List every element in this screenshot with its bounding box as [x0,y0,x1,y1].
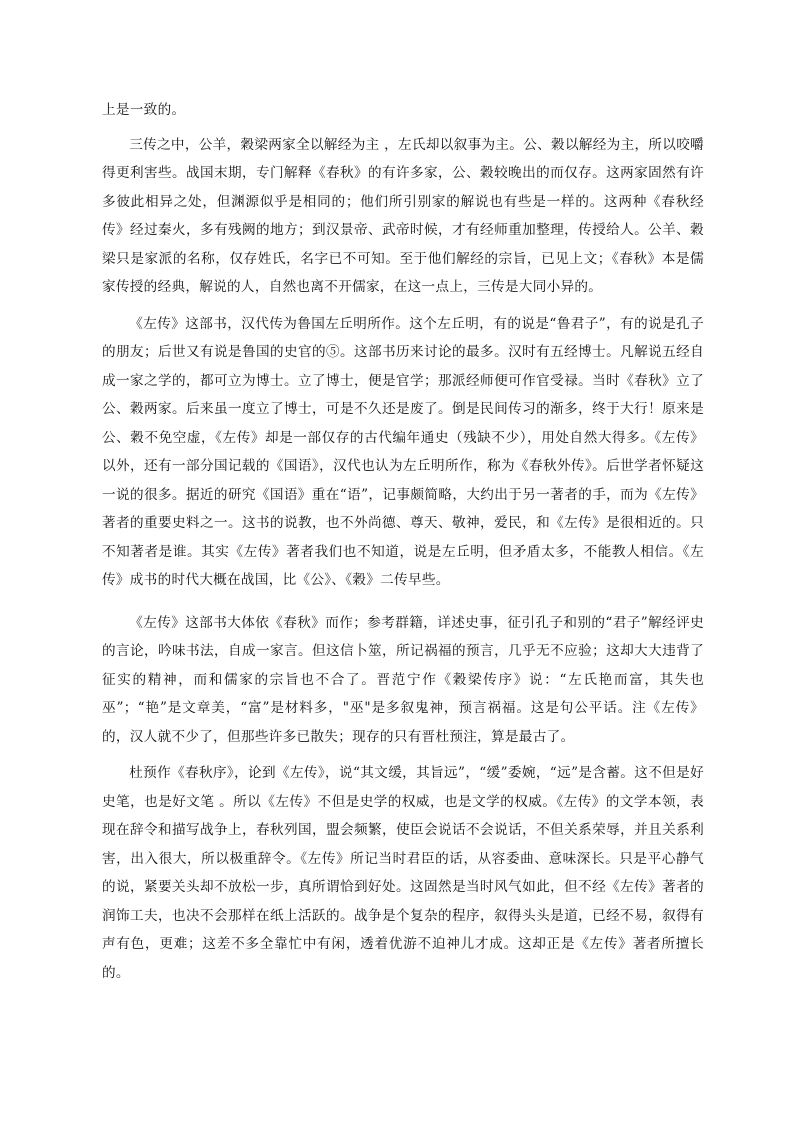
paragraph-zuozhuan-origin: 《左传》这部书，汉代传为鲁国左丘明所作。这个左丘明，有的说是“鲁君子”，有的说是孔子的朋友；后世又有说是鲁国的史官的⑤。这部书历来讨论的最多。汉时有五经博士。凡解说五经自成一家之学的，都可立为博士。立了博士，便是官学；那派经师便可作官受禄。当时《春秋》立了公、穀两家。后来虽一度立了博士，可是不久还是废了。倒是民间传习的渐多，终于大行！原来是公、穀不免空虚，《左传》却是一部仅存的古代编年通史（残缺不少），用处自然大得多。《左传》以外，还有一部分国记载的《国语》，汉代也认为左丘明所作，称为《春秋外传》。后世学者怀疑这一说的很多。据近的研究《国语》重在“语”，记事颇简略，大约出于另一著者的手，而为《左传》著者的重要史料之一。这书的说教，也不外尚德、尊天、敬神，爱民，和《左传》是很相近的。只不知著者是谁。其实《左传》著者我们也不知道，说是左丘明，但矛盾太多，不能教人相信。《左传》成书的时代大概在战国，比《公》、《穀》二传早些。 [102,315,704,588]
document-body [102,96,704,987]
paragraph-three-commentaries: 三传之中，公羊，穀梁两家全以解经为主 ，左氏却以叙事为主。公、穀以解经为主，所以咬嚼得更利害些。战国末期，专门解释《春秋》的有许多家，公、穀较晚出的而仅存。这两家固然有许多彼此相异之处，但渊源似乎是相同的；他们所引别家的解说也有些是一样的。这两种《春秋经传》经过秦火，多有残阙的地方；到汉景帝、武帝时候，才有经师重加整理，传授给人。公羊、穀梁只是家派的名称，仅存姓氏，名字已不可知。至于他们解经的宗旨，已见上文；《春秋》本是儒家传授的经典，解说的人，自然也离不开儒家，在这一点上，三传是大同小异的。 [102,136,704,295]
paragraph-zuozhuan-literature: 杜预作《春秋序》，论到《左传》，说“其文缓，其旨远”，“缓”委婉，“远”是含蓄。这不但是好史笔，也是好文笔 。所以《左传》不但是史学的权威，也是文学的权威。《左传》的文学本领，表现在辞令和描写战争上，春秋列国，盟会频繁，使臣会说话不会说话，不但关系荣辱，并且关系利害，出入很大，所以极重辞令。《左传》所记当时君臣的话，从容委曲、意味深长。只是平心静气的说，紧要关头却不放松一步，真所谓恰到好处。这固然是当时风气如此，但不经《左传》著者的润饰工夫，也决不会那样在纸上活跃的。战争是个复杂的程序，叙得头头是道，已经不易，叙得有声有色，更难；这差不多全靠忙中有闲，透着优游不迫神儿才成。这却正是《左传》著者所擅长的。 [102,765,704,981]
paragraph-continuation: 上是一致的。 [102,102,186,118]
paragraph-zuozhuan-content: 《左传》这部书大体依《春秋》而作；参考群籍，详述史事，征引孔子和别的“君子”解经评史的言论，吟味书法，自成一家言。但这信卜筮，所记祸福的预言，几乎无不应验；这却大大违背了征实的精神，而和儒家的宗旨也不合了。晋范宁作《穀梁传序》说：“左氏艳而富，其失也巫”；“艳”是文章美，“富”是材料多，"巫"是多叙鬼神，预言祸福。这是句公平话。注《左传》的，汉人就不少了，但那些许多已散失；现存的只有晋杜预注，算是最古了。 [102,614,704,745]
